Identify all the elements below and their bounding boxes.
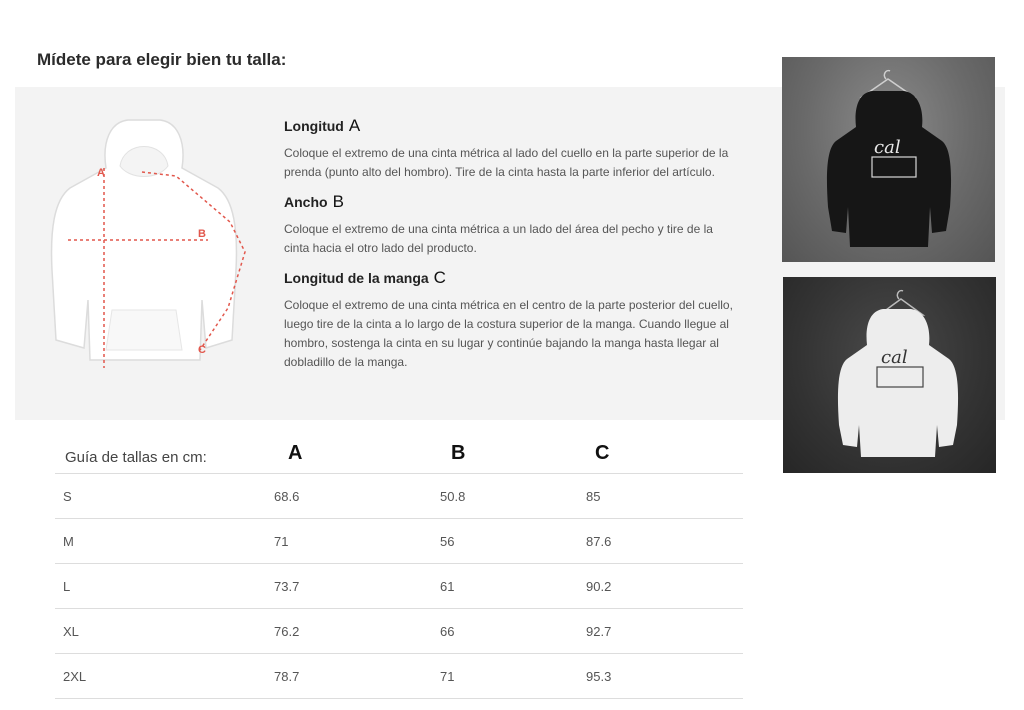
cell-c: 90.2 [586,579,612,594]
cell-a: 78.7 [274,669,300,684]
white-hoodie-icon [838,309,958,457]
cell-size: M [63,534,74,549]
page-heading: Mídete para elegir bien tu talla: [37,50,287,69]
hoodie-print-text: cal [874,137,901,158]
measure-sleeve [284,268,734,372]
diagram-label-b: B [198,228,206,240]
cell-c: 87.6 [586,534,612,549]
measure-width [284,192,734,258]
measure-title-text: Longitud [284,118,344,134]
measure-letter: B [332,192,344,211]
diagram-label-a: A [97,167,105,179]
cell-b: 71 [440,669,455,684]
table-row [55,654,743,699]
measure-title [284,268,734,288]
size-table-label: Guía de tallas en cm: [65,449,207,466]
table-row [55,474,743,519]
cell-a: 68.6 [274,489,300,504]
cell-size: S [63,489,72,504]
measure-title-text: Ancho [284,194,328,210]
hoodie-print-text: cal [881,347,908,368]
cell-size: L [63,579,71,594]
measurement-instructions [284,116,734,382]
measure-description: Coloque el extremo de una cinta métrica al lado del cuello en la parte superior de la prenda (punto alto del hombro). Tire de la cinta hasta la parte inferior del artículo. [284,146,729,179]
cell-a: 71 [274,534,289,549]
black-hoodie-icon [827,91,951,247]
measure-title [284,192,734,212]
cell-size: 2XL [63,669,87,684]
table-row [55,609,743,654]
measure-title [284,116,734,136]
cell-b: 61 [440,579,455,594]
cell-b: 56 [440,534,455,549]
cell-size: XL [63,624,79,639]
cell-c: 85 [586,489,601,504]
column-header-a: A [288,442,303,464]
hoodie-diagram [40,110,265,375]
cell-b: 66 [440,624,455,639]
cell-c: 92.7 [586,624,612,639]
column-header-c: C [595,442,610,464]
size-table-header [55,432,743,474]
product-photo-black-hoodie [782,57,995,262]
hoodie-outline-icon [52,120,237,360]
cell-c: 95.3 [586,669,612,684]
measure-description: Coloque el extremo de una cinta métrica en el centro de la parte posterior del cuello, luego tire de la cinta a lo largo de la costura superior de la manga. Cuando llegue al hombro, sostenga la cinta en su lugar y continúe bajando la manga hasta llegar al dobladillo de la manga. [284,298,733,369]
cell-b: 50.8 [440,489,466,504]
table-row [55,564,743,609]
size-table [55,432,743,699]
measure-letter: A [348,116,361,135]
table-row [55,519,743,564]
cell-a: 76.2 [274,624,300,639]
measure-length [284,116,734,182]
column-header-b: B [451,442,466,464]
measure-description: Coloque el extremo de una cinta métrica a un lado del área del pecho y tire de la cinta hacia el otro lado del producto. [284,222,713,255]
measure-title-text: Longitud de la manga [284,270,429,286]
cell-a: 73.7 [274,579,300,594]
measure-letter: C [433,268,446,287]
product-photo-white-hoodie [783,277,996,473]
diagram-label-c: C [198,344,206,356]
